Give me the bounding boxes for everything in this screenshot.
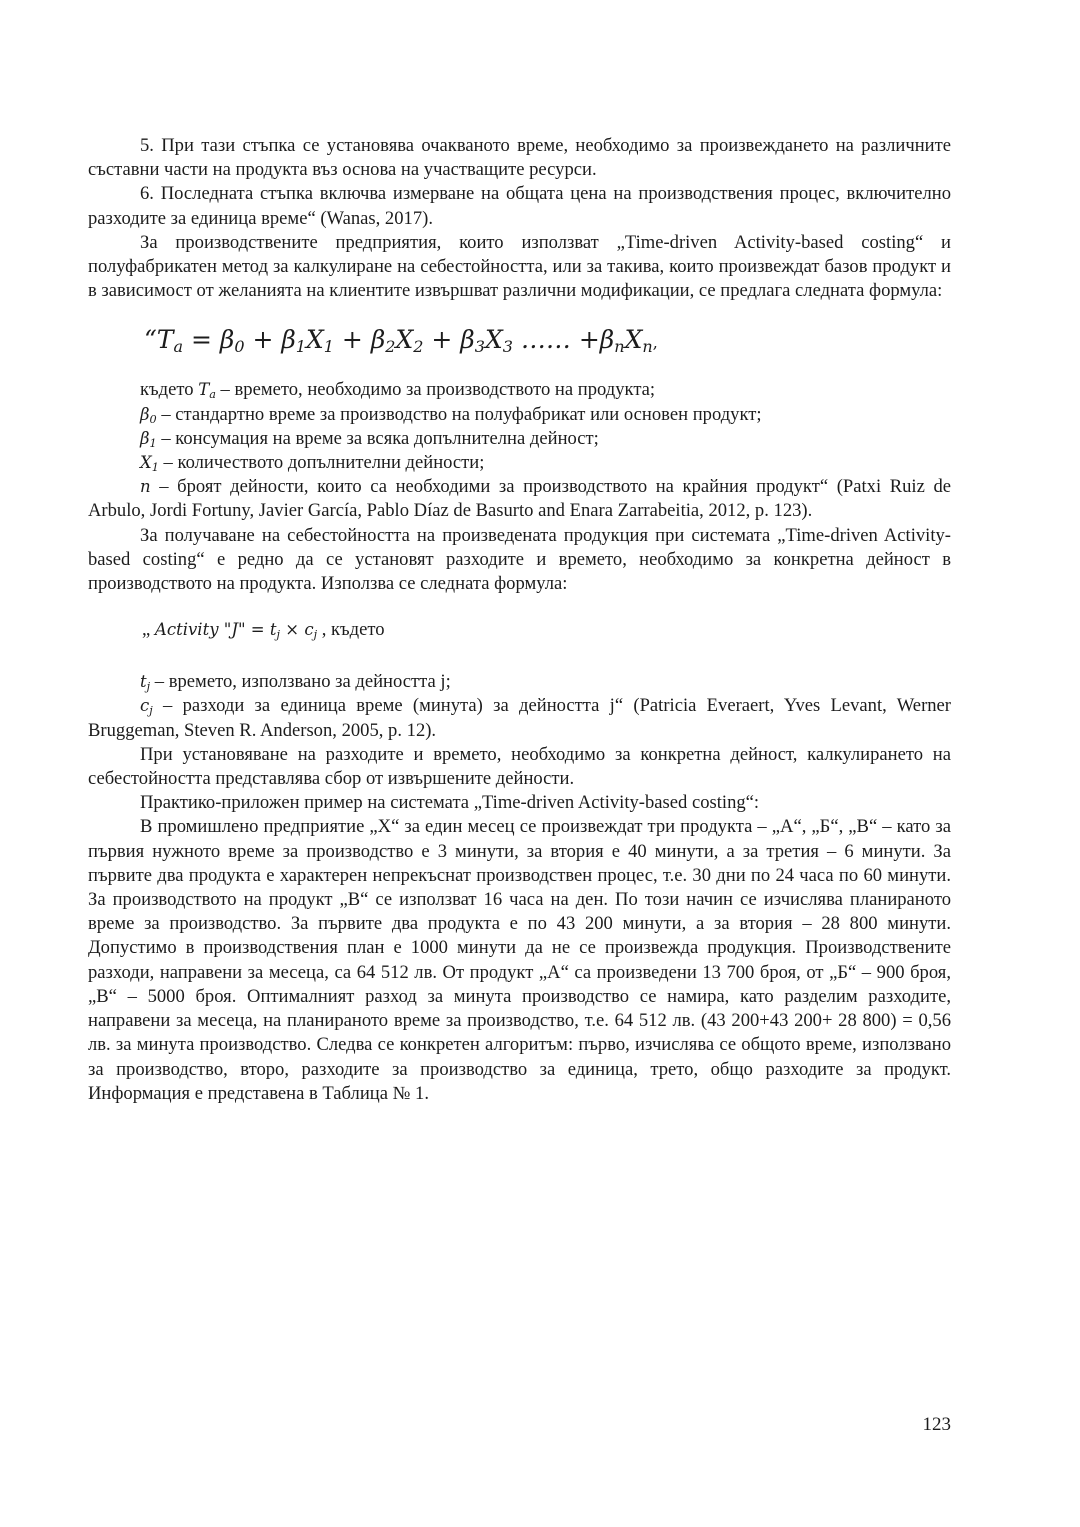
definition-prefix: където xyxy=(140,379,199,401)
definition-beta1-text: – консумация на време за всяка допълнителна дейност; xyxy=(156,427,599,449)
definition-tj: $t_j$ – времето, използвано за дейността j; xyxy=(140,671,451,694)
definition-tj-text: – времето, използвано за дейността j; xyxy=(150,671,451,693)
paragraph-example-title: Практико-приложен пример на системата „Time-driven Activity-based costing“: xyxy=(140,792,760,814)
definition-ta-text: – времето, необходимо за производството на продукта; xyxy=(215,379,656,401)
definition-beta0: $\beta_0$ – стандартно време за производство на полуфабрикат или основен продукт; xyxy=(140,403,762,426)
definition-x1-text: – количеството допълнителни дейности; xyxy=(158,452,485,474)
formula-activity-suffix: , където xyxy=(317,619,385,641)
definition-ta: където $T_a$ – времето, необходимо за производството на продукта; xyxy=(140,379,656,402)
paragraph-example: В промишлено предприятие „Х“ за един месец се произвеждат три продукта – „А“, „Б“, „В“ – като за първия нужното време за производство е 3 минути, за втория е 40 минути, а за третия – 6 минути. За първите два продукта е характерен непрекъснат производствен процес, т.е. 30 дни по 24 часа по 60 минути. За производството на продукт „В“ се използват 16 часа на ден. По този начин се изчислява планираното време за производство. За първите два продукта е по 43 200 минути, а за втория – 28 800 минути. Допустимо в производствения план е 1000 минути да не се произвежда продукция. Производствените разходи, направени за месеца, са 64 512 лв. От продукт „А“ са произведени 13 700 броя, от „Б“ – 900 броя, „В“ – 5000 броя. Оптималният разход за минута производство се намира, като разделим разходите, направени за месеца, на планираното време за производство, т.е. 64 512 лв. (43 200+43 200+ 28 800) = 0,56 лв. за минута производство. Следва се конкретен алгоритъм: първо, изчислява се общото време, използвано за производство, второ, разходите за производство за единица, трето, общо разходите за продукт. Информация е представена в Таблица № 1. xyxy=(88,816,951,1104)
definition-n-text: – броят дейности, които са необходими за производството на крайния продукт“ (Patxi Ruiz de Arbulo, Jordi Fortuny, Javier García, Pablo Díaz de Basurto and Enara Zarrabeitia, 2012, p. 123). xyxy=(88,476,951,522)
paragraph-step-6: 6. Последната стъпка включва измерване на общата цена на производствения процес, включително разходите за единица време“ (Wanas, 2017). xyxy=(88,183,951,229)
paragraph-cost-sum: При установяване на разходите и времето, необходимо за конкретна дейност, калкулирането на себестойността представлява сбор от извършените дейности. xyxy=(88,743,951,790)
paragraph-formula-intro: За производствените предприятия, които използват „Time-driven Activity-based costing“ и полуфабрикатен метод за калкулиране на себестойността, или за такива, които произвеждат базов продукт и в зависимост от желанията на клиентите извършват различни модификации, се предлага следната формула: xyxy=(88,231,951,302)
body-text xyxy=(88,134,951,1106)
formula-open-quote: “ xyxy=(144,325,157,355)
paragraph-activity-intro: За получаване на себестойността на произведената продукция при системата „Time-driven Activity-based costing“ е редно да се установят разходите и времето, необходимо за конкретна дейност в производството на продукта. Използва се следната формула: xyxy=(88,524,951,595)
page-number: 123 xyxy=(922,1414,951,1435)
formula-separator: , xyxy=(652,333,658,353)
definition-beta1: $\beta_1$ – консумация на време за всяка допълнителна дейност; xyxy=(140,427,599,450)
paragraph-step-5: 5. При тази стъпка се установява очакваното време, необходимо за произвеждането на различните съставни части на продукта въз основа на участващите ресурси. xyxy=(88,135,951,181)
formula-ta: “$T_a = \beta_0 + \beta_1X_1 + \beta_2X_2 + \beta_3X_3$ …… $+\beta_nX_n$, xyxy=(144,325,658,357)
definition-cj-text: – разходи за единица време (минута) за дейността j“ (Patricia Everaert, Yves Levant, Werner Bruggeman, Steven R. Anderson, 2005, p. 12). xyxy=(88,695,951,741)
definition-beta0-text: – стандартно време за производство на полуфабрикат или основен продукт; xyxy=(156,403,762,425)
formula-activity-prefix: „ xyxy=(142,619,155,641)
definition-x1: $X_1$ – количеството допълнителни дейности; xyxy=(140,452,485,474)
definition-n: n – броят дейности, които са необходими за производството на крайния продукт“ (Patxi Ruiz de Arbulo, Jordi Fortuny, Javier García, Pablo Díaz de Basurto and Enara Zarrabeitia, 2012, p. 123). xyxy=(88,476,951,522)
formula-activity: „ Activity "J" = $t_j \times c_j$ , където xyxy=(142,619,385,642)
definition-cj: $c_j$ – разходи за единица време (минута) за дейността j“ (Patricia Everaert, Yves Levant, Werner Bruggeman, Steven R. Anderson, 2005, p. 12). xyxy=(88,695,951,741)
